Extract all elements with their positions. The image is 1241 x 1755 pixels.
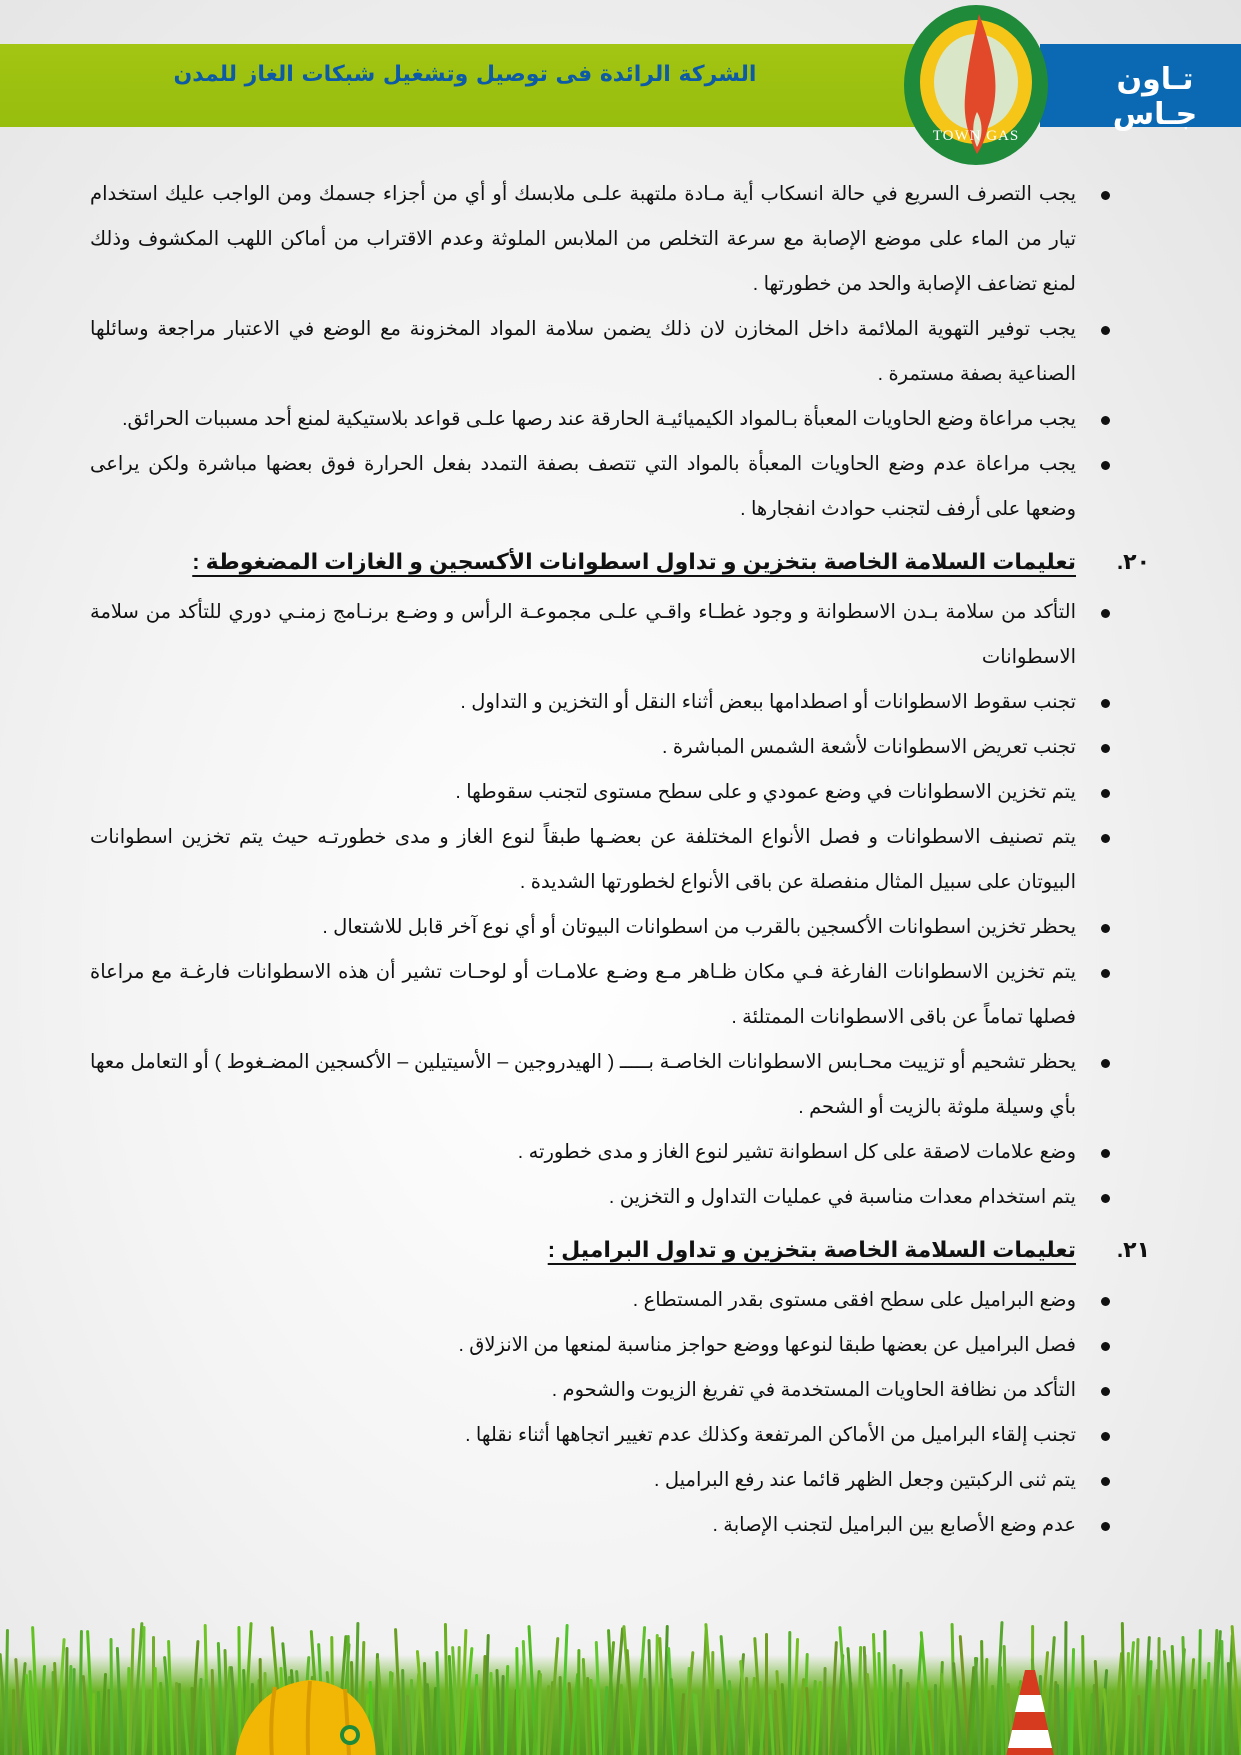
section-heading-21 [90, 1222, 1150, 1278]
section-title: تعليمات السلامة الخاصة بتخزين و تداول البراميل : [547, 1237, 1076, 1262]
grass-blade [765, 1633, 768, 1755]
bullet-icon [1101, 789, 1110, 798]
bullet-icon [1101, 326, 1110, 335]
list-item: يجب توفير التهوية الملائمة داخل المخازن لان ذلك يضمن سلامة المواد المخزونة مع الوضع في الاعتبار مراجعة وسائلها الصناعية بصفة مستمرة . [90, 307, 1150, 397]
page-header [0, 0, 1241, 170]
bullet-icon [1101, 461, 1110, 470]
section-number: ٢١. [1117, 1237, 1150, 1262]
bullet-icon [1101, 1194, 1110, 1203]
list-item: وضع البراميل على سطح افقى مستوى بقدر المستطاع . [90, 1278, 1150, 1323]
bullet-icon [1101, 1059, 1110, 1068]
bullet-icon [1101, 1432, 1110, 1441]
list-item: يجب التصرف السريع في حالة انسكاب أية مـادة ملتهبة علـى ملابسك أو أي من أجزاء جسمك ومن الواجب عليك استخدام تيار من الماء على موضع الإصابة مع سرعة التخلص من الملابس الملوثة وعدم الاقتراب من أماكن اللهب المكشوف وذلك لمنع تضاعف الإصابة والحد من خطورتها . [90, 172, 1150, 307]
company-tagline: الشركة الرائدة فى توصيل وتشغيل شبكات الغاز للمدن [173, 62, 757, 87]
list-item: يجب مراعاة وضع الحاويات المعبأة بـالمواد الكيميائيـة الحارقة عند رصها علـى قواعد بلاستيكية لمنع أحد مسببات الحرائق. [90, 397, 1150, 442]
brand-name: تـاون جـاس [1112, 62, 1198, 132]
list-item: يحظر تخزين اسطوانات الأكسجين بالقرب من اسطوانات البيوتان أو أي نوع آخر قابل للاشتعال . [90, 905, 1150, 950]
list-item: يتم تخزين الاسطوانات الفارغة فـي مكان ظـاهر مـع وضـع علامـات أو لوحـات تشير أن هذه الاسطوانات فارغـة مع مراعاة فصلها تماماً عن باقى الاسطوانات الممتلئة . [90, 950, 1150, 1040]
bullet-icon [1101, 924, 1110, 933]
bullet-icon [1101, 834, 1110, 843]
grass-blade [91, 1693, 94, 1755]
section-20-list [90, 590, 1150, 1220]
section-heading-20 [90, 534, 1150, 590]
bullet-icon [1101, 1387, 1110, 1396]
grass-blade [178, 1683, 181, 1755]
bullet-icon [1101, 191, 1110, 200]
grass-blade [744, 1677, 747, 1755]
list-item: عدم وضع الأصابع بين البراميل لتجنب الإصابة . [90, 1503, 1150, 1548]
list-item: وضع علامات لاصقة على كل اسطوانة تشير لنوع الغاز و مدى خطورته . [90, 1130, 1150, 1175]
bullet-icon [1101, 1477, 1110, 1486]
traffic-cone-icon [995, 1670, 1065, 1755]
list-item: يجب مراعاة عدم وضع الحاويات المعبأة بالمواد التي تتصف بصفة التمدد بفعل الحرارة فوق بعضها مباشرة ولكن يراعى وضعها على أرفف لتجنب حوادث انفجارها . [90, 442, 1150, 532]
bullet-icon [1101, 609, 1110, 618]
section-title: تعليمات السلامة الخاصة بتخزين و تداول اسطوانات الأكسجين و الغازات المضغوطة : [192, 549, 1076, 574]
document-body [90, 172, 1150, 1548]
grass-blade [716, 1689, 720, 1755]
bullet-icon [1101, 969, 1110, 978]
grass-blade [933, 1684, 936, 1755]
hard-hat-icon [215, 1675, 405, 1755]
bullet-icon [1101, 699, 1110, 708]
list-item: تجنب سقوط الاسطوانات أو اصطدامها ببعض أثناء النقل أو التخزين و التداول . [90, 680, 1150, 725]
list-item: التأكد من نظافة الحاويات المستخدمة في تفريغ الزيوت والشحوم . [90, 1368, 1150, 1413]
bullet-icon [1101, 1342, 1110, 1351]
list-item: يتم استخدام معدات مناسبة في عمليات التداول و التخزين . [90, 1175, 1150, 1220]
section-number: ٢٠. [1117, 549, 1150, 574]
bullet-icon [1101, 1297, 1110, 1306]
town-gas-logo [893, 2, 1059, 168]
list-item: فصل البراميل عن بعضها طبقا لنوعها ووضع حواجز مناسبة لمنعها من الانزلاق . [90, 1323, 1150, 1368]
grass-blade [154, 1667, 158, 1755]
bullet-icon [1101, 416, 1110, 425]
logo-text: TOWN GAS [932, 128, 1020, 144]
grass-blade [788, 1631, 792, 1755]
intro-list [90, 172, 1150, 532]
section-21-list [90, 1278, 1150, 1548]
list-item: يحظر تشحيم أو تزييت محـابس الاسطوانات الخاصـة بـــــ ( الهيدروجين – الأسيتيلين – الأكسجين المضـغوط ) أو التعامل معها بأي وسيلة ملوثة بالزيت أو الشحم . [90, 1040, 1150, 1130]
bullet-icon [1101, 1522, 1110, 1531]
bullet-icon [1101, 1149, 1110, 1158]
list-item: يتم تصنيف الاسطوانات و فصل الأنواع المختلفة عن بعضـها طبقاً لنوع الغاز و مدى خطورتـه حيث يتم تخزين اسطوانات البيوتان على سبيل المثال منفصلة عن باقى الأنواع لخطورتها الشديدة . [90, 815, 1150, 905]
list-item: يتم تخزين الاسطوانات في وضع عمودي و على سطح مستوى لتجنب سقوطها . [90, 770, 1150, 815]
list-item: تجنب إلقاء البراميل من الأماكن المرتفعة وكذلك عدم تغيير اتجاهها أثناء نقلها . [90, 1413, 1150, 1458]
list-item: يتم ثنى الركبتين وجعل الظهر قائما عند رفع البراميل . [90, 1458, 1150, 1503]
footer-decoration [0, 1620, 1241, 1755]
grass-blade [12, 1689, 15, 1755]
list-item: التأكد من سلامة بـدن الاسطوانة و وجود غطـاء واقـي علـى مجموعـة الرأس و وضـع برنـامج زمنـي دوري للتأكد من سلامة الاسطوانات [90, 590, 1150, 680]
list-item: تجنب تعريض الاسطوانات لأشعة الشمس المباشرة . [90, 725, 1150, 770]
bullet-icon [1101, 744, 1110, 753]
grass-blade [620, 1684, 623, 1755]
